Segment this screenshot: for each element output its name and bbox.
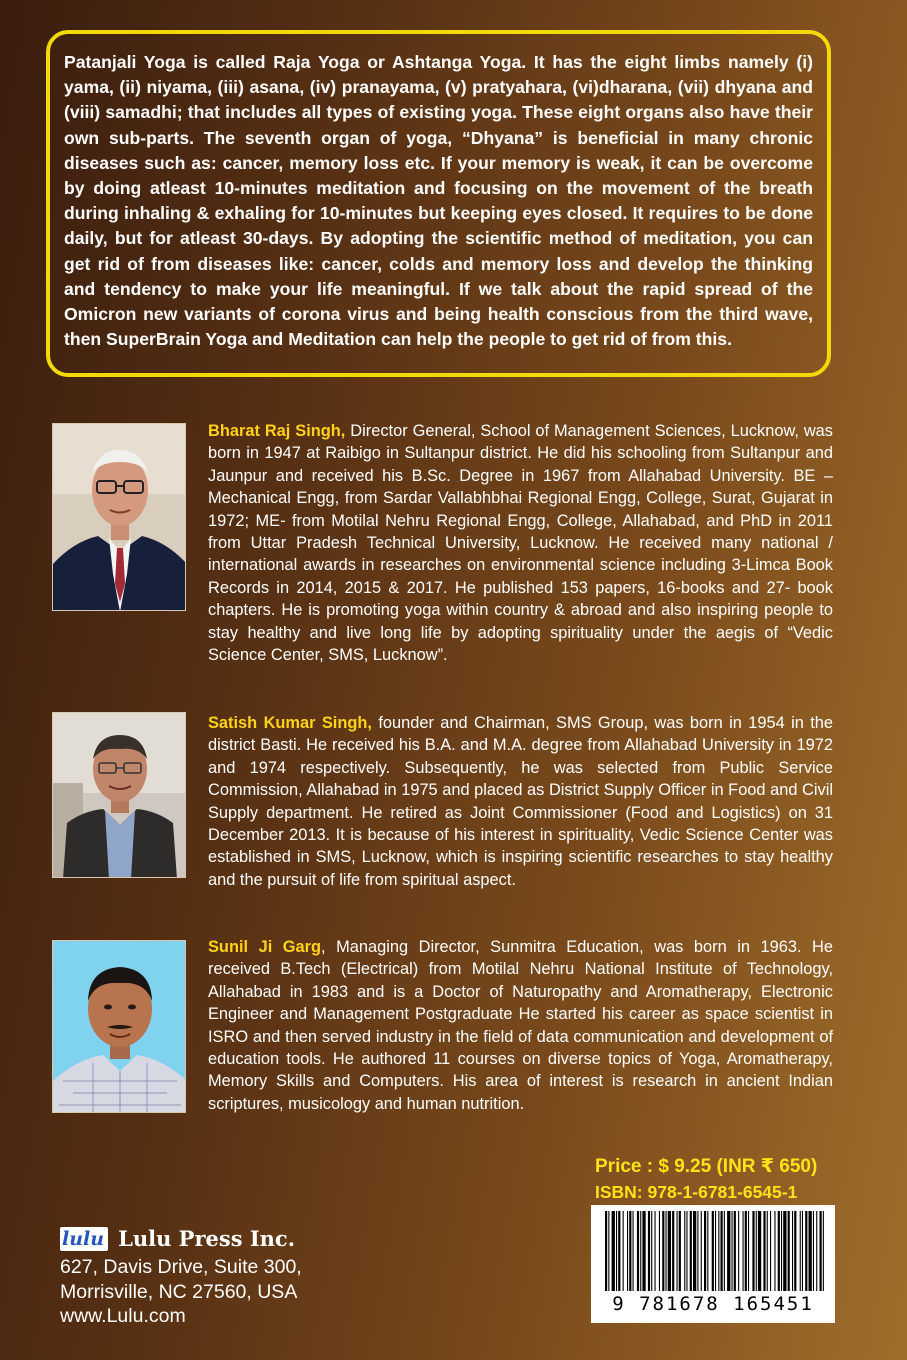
barcode-bar xyxy=(721,1211,723,1291)
barcode-bar xyxy=(820,1211,822,1291)
publisher-website: www.Lulu.com xyxy=(60,1305,186,1327)
barcode-bar xyxy=(686,1211,687,1291)
publisher-header xyxy=(60,1226,302,1251)
barcode-bar xyxy=(745,1211,747,1291)
author-photo-satish-kumar-singh xyxy=(52,712,186,878)
barcode-bar xyxy=(715,1211,716,1291)
barcode-bar xyxy=(734,1211,736,1291)
barcode-bar xyxy=(800,1211,801,1291)
barcode-bar xyxy=(662,1211,664,1291)
barcode-bar xyxy=(732,1211,733,1291)
author-bio-text: Director General, School of Management Sciences, Lucknow, was born in 1947 at Raibigo in Sultanpur district. He did his schooling from Sultanpur and Jaunpur and received his B.Sc. Degree in 1967 from Allahabad University. BE – Mechanical Engg, from Sardar Vallabhbhai Regional Engg, College, Surat, Gujarat in 1972; ME- from Motilal Nehru Regional Engg, College, Allahabad, and PhD in 2011 from Uttar Pradesh Technical University, Lucknow. He received many national / international awards in researches on environmental science including 3-Limca Book Records in 2014, 2015 & 2017. He published 153 papers, 16-books and 27- book chapters. He is promoting yoga within country & abroad and also inspiring people to stay healthy and live long life by adopting spirituality under the aegis of “Vedic Science Center, SMS, Lucknow”. xyxy=(208,422,833,665)
portrait-image xyxy=(53,941,186,1113)
barcode-bar xyxy=(608,1211,609,1291)
barcode-bar xyxy=(693,1211,696,1291)
barcode-bar xyxy=(778,1211,780,1291)
summary-box xyxy=(46,30,831,377)
lulu-logo-text: lulu xyxy=(62,1227,105,1250)
author-name: Satish Kumar Singh, xyxy=(208,714,372,732)
barcode-bar xyxy=(612,1211,615,1291)
barcode-bar xyxy=(724,1211,725,1291)
barcode-bar xyxy=(616,1211,617,1291)
barcode-bar xyxy=(684,1211,685,1291)
barcode-bar xyxy=(642,1211,645,1291)
barcode-bar xyxy=(701,1211,702,1291)
barcode-bar xyxy=(668,1211,671,1291)
barcode-bar xyxy=(707,1211,708,1291)
barcode-bar xyxy=(690,1211,692,1291)
barcode-bar xyxy=(672,1211,674,1291)
barcode-bar xyxy=(697,1211,698,1291)
barcode-bar xyxy=(618,1211,620,1291)
barcode-bar xyxy=(633,1211,634,1291)
barcode-bar xyxy=(712,1211,714,1291)
barcode-bar xyxy=(629,1211,631,1291)
barcode-bar xyxy=(666,1211,667,1291)
barcode-bar xyxy=(816,1211,817,1291)
barcode-bar xyxy=(738,1211,739,1291)
barcode-bar xyxy=(758,1211,761,1291)
barcode-bar xyxy=(813,1211,814,1291)
author-bio-sunil-ji-garg xyxy=(208,936,833,1115)
author-bio-text: , Managing Director, Sunmitra Education, was born in 1963. He received B.Tech (Electrical) from Motilal Nehru National Institute of Technology, Allahabad in 1983 and is a Doctor of Naturopathy and Aromatherapy, Electronic Engineer and Management Postgraduate He started his career as space scientist in ISRO and then served industry in the field of data communication and development of education tools. He authored 11 courses on diverse topics of Yoga, Aromatherapy, Memory Skills and Computers. His area of interest is research in ancient Indian scriptures, musicology and human nutrition. xyxy=(208,938,833,1113)
isbn-label: ISBN: 978-1-6781-6545-1 xyxy=(595,1182,798,1202)
barcode-bar xyxy=(763,1211,765,1291)
barcode-bar xyxy=(774,1211,775,1291)
barcode-bar xyxy=(605,1211,607,1291)
barcode-bar xyxy=(679,1211,681,1291)
barcode-bars xyxy=(591,1205,835,1293)
publisher-address-line2: Morrisville, NC 27560, USA xyxy=(60,1280,298,1303)
author-name: Bharat Raj Singh, xyxy=(208,422,346,440)
author-photo-sunil-ji-garg xyxy=(52,940,186,1113)
publisher-address-line1: 627, Davis Drive, Suite 300, xyxy=(60,1256,302,1278)
publisher-name: Lulu Press Inc. xyxy=(118,1226,296,1251)
barcode-bar xyxy=(752,1211,754,1291)
author-name: Sunil Ji Garg xyxy=(208,938,322,956)
barcode-bar xyxy=(743,1211,744,1291)
barcode-bar xyxy=(770,1211,771,1291)
barcode-bar xyxy=(792,1211,793,1291)
author-photo-bharat-raj-singh xyxy=(52,423,186,611)
price-label: Price : $ 9.25 (INR ₹ 650) xyxy=(595,1156,818,1177)
publisher-block xyxy=(60,1226,302,1329)
barcode-bar xyxy=(627,1211,628,1291)
barcode-bar xyxy=(623,1211,624,1291)
author-bio-text: founder and Chairman, SMS Group, was born in 1954 in the district Basti. He received his B.A. and M.A. degree from Allahabad University in 1972 and 1974 respectively. Subsequently, he was selected from Public Service Commission, Allahabad in 1975 and placed as District Supply Officer in Food and Civil Supply department. He retired as Joint Commissioner (Food and Logistics) on 31 December 2013. It is because of his interest in spirituality, Vedic Science Center was established in SMS, Lucknow, which is inspiring scientific researches to stay healthy and the pursuit of life from spiritual aspect. xyxy=(208,714,834,889)
summary-text: Patanjali Yoga is called Raja Yoga or Ashtanga Yoga. It has the eight limbs namely (i) yama, (ii) niyama, (iii) asana, (iv) pranayama, (v) pratyahara, (vi)dharana, (vii) dhyana and (viii) samadhi; that includes all types of existing yoga. These eight organs also have their own sub-parts. The seventh organ of yoga, “Dhyana” is beneficial in many chronic diseases such as: cancer, memory loss etc. If your memory is weak, it can be overcome by doing atleast 10-minutes meditation and focusing on the movement of the breath during inhaling & exhaling for 10-minutes but keeping eyes closed. It requires to be done daily, but for atleast 30-days. By adopting the scientific method of meditation, you can get rid of from diseases like: cancer, colds and memory loss and develop the thinking and tendency to make your life meaningful. If we talk about the rapid spread of the Omicron new variants of corona virus and being health conscious from the third wave, then SuperBrain Yoga and Meditation can help the people to get rid of from this. xyxy=(64,52,813,350)
barcode-bar xyxy=(727,1211,730,1291)
barcode-bar xyxy=(781,1211,782,1291)
barcode-bar xyxy=(788,1211,790,1291)
barcode-bar xyxy=(659,1211,660,1291)
barcode-bar xyxy=(651,1211,652,1291)
barcode-bar xyxy=(756,1211,757,1291)
barcode-bar xyxy=(704,1211,706,1291)
barcode-bar xyxy=(677,1211,678,1291)
author-bio-bharat-raj-singh xyxy=(208,420,833,666)
lulu-logo xyxy=(60,1227,108,1251)
barcode-digits: 9 781678 165451 xyxy=(612,1293,814,1315)
barcode-bar xyxy=(805,1211,807,1291)
barcode-bar xyxy=(794,1211,796,1291)
barcode-bar xyxy=(809,1211,812,1291)
barcode-bar xyxy=(718,1211,719,1291)
barcode-bar xyxy=(637,1211,639,1291)
barcode-bar xyxy=(767,1211,768,1291)
barcode-bar xyxy=(783,1211,786,1291)
barcode-bar xyxy=(748,1211,749,1291)
barcode-bar xyxy=(640,1211,641,1291)
isbn-barcode xyxy=(591,1205,835,1323)
portrait-image xyxy=(53,424,186,611)
barcode-bar xyxy=(655,1211,656,1291)
barcode-bar xyxy=(823,1211,824,1291)
barcode-bar xyxy=(802,1211,803,1291)
barcode-bar xyxy=(648,1211,650,1291)
portrait-image xyxy=(53,713,186,878)
author-bio-satish-kumar-singh xyxy=(208,712,833,891)
